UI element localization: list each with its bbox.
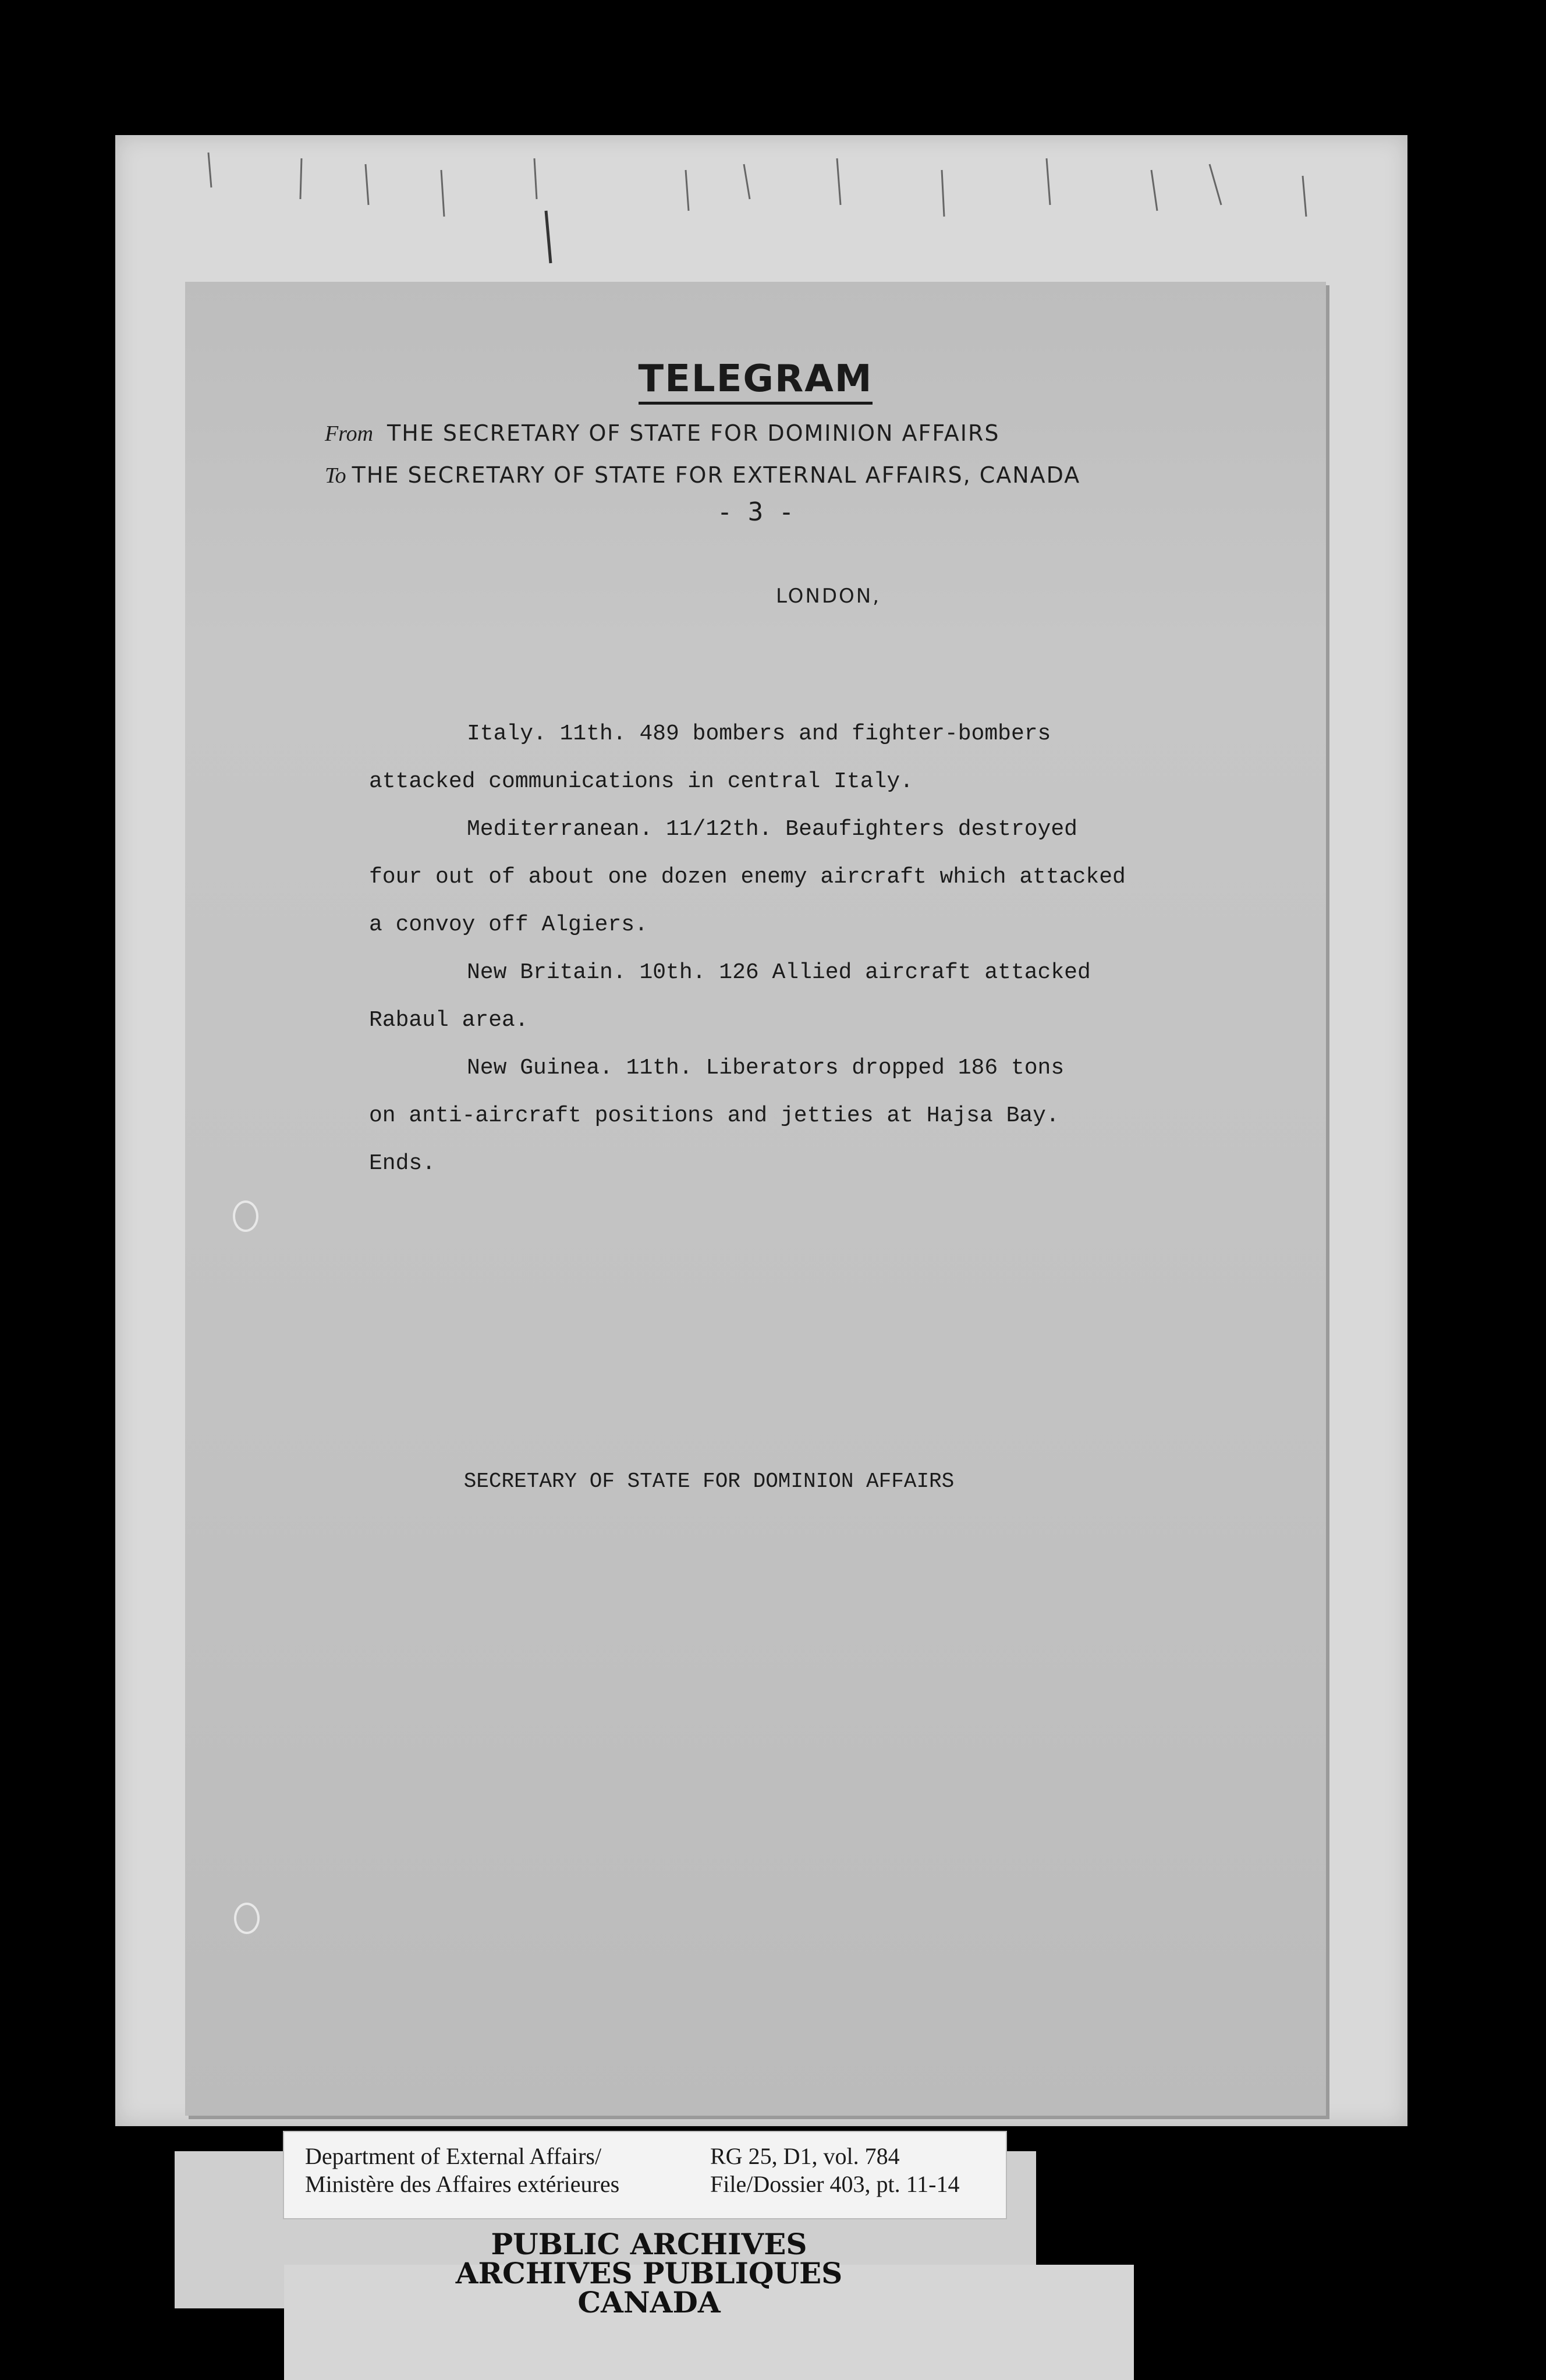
file-dossier: File/Dossier 403, pt. 11-14 — [710, 2171, 960, 2197]
signature-line: SECRETARY OF STATE FOR DOMINION AFFAIRS — [463, 1469, 955, 1493]
record-group: RG 25, D1, vol. 784 — [710, 2143, 900, 2169]
telegram-sheet — [185, 282, 1326, 2116]
punch-hole — [233, 1200, 258, 1232]
to-text: THE SECRETARY OF STATE FOR EXTERNAL AFFAIRS, CANADA — [352, 462, 1081, 488]
body-line: on anti-aircraft positions and jetties at Hajsa Bay. — [369, 1103, 1059, 1128]
archive-stamp-line: CANADA — [577, 2285, 721, 2319]
body-line: Mediterranean. 11/12th. Beaufighters destroyed — [467, 817, 1077, 842]
department-en: Department of External Affairs/ — [305, 2143, 602, 2169]
telegram-title: TELEGRAM — [185, 357, 1326, 401]
body-line: New Britain. 10th. 126 Allied aircraft attacked — [467, 960, 1091, 985]
body-line: four out of about one dozen enemy aircraft which attacked — [369, 865, 1126, 890]
punch-hole — [234, 1903, 260, 1934]
pencil-marks — [115, 135, 1407, 286]
from-prefix: From — [325, 422, 374, 446]
from-text: THE SECRETARY OF STATE FOR DOMINION AFFAIRS — [387, 420, 1000, 446]
body-line: Ends. — [369, 1151, 436, 1176]
from-line — [325, 420, 1000, 447]
body-line: a convoy off Algiers. — [369, 912, 648, 937]
city-line: LONDON, — [775, 585, 881, 608]
department-label — [305, 2142, 619, 2198]
archive-reference-label — [283, 2131, 1007, 2219]
department-fr: Ministère des Affaires extérieures — [305, 2171, 620, 2197]
archive-stamp — [0, 2227, 1298, 2319]
to-line — [325, 462, 1080, 488]
body-line: Italy. 11th. 489 bombers and fighter-bombers — [467, 721, 1051, 746]
film-border-top — [0, 0, 1546, 63]
page-number: - 3 - — [717, 497, 795, 527]
archive-stamp-line: ARCHIVES PUBLIQUES — [455, 2256, 843, 2290]
file-reference — [710, 2142, 960, 2198]
body-line: Rabaul area. — [369, 1008, 529, 1033]
archive-stamp-line: PUBLIC ARCHIVES — [491, 2227, 807, 2261]
telegram-body — [369, 710, 1277, 1188]
body-line: New Guinea. 11th. Liberators dropped 186 tons — [467, 1056, 1065, 1081]
to-prefix: To — [325, 463, 346, 488]
body-line: attacked communications in central Italy. — [369, 769, 913, 794]
